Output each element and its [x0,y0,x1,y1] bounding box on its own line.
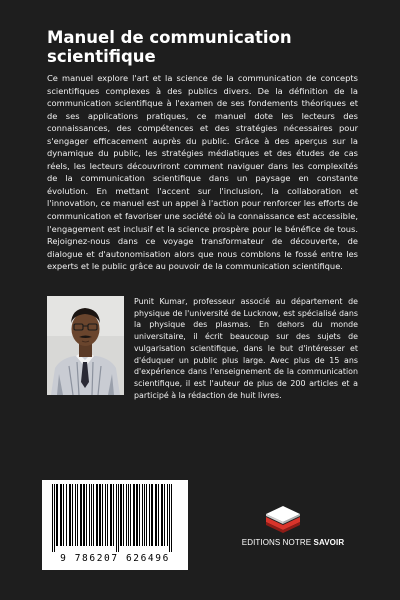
barcode-bar [75,484,76,546]
barcode-bar [91,484,92,546]
publisher-name-regular: EDITIONS NOTRE [241,538,314,547]
barcode-bar [139,484,140,546]
barcode-bar [80,484,82,546]
isbn-barcode [42,480,188,570]
author-portrait-icon [47,296,124,395]
publisher-name-bold: SAVOIR [313,538,345,547]
barcode-bar [120,484,122,546]
barcode-bar [56,484,58,546]
barcode-bar [167,484,168,546]
barcode-bar [161,484,163,546]
barcode-bar [142,484,143,546]
barcode-bar [118,484,119,552]
barcode-bar [86,484,87,546]
book-title-line-1: Manuel de communication [47,28,292,47]
barcode-bar [164,484,165,546]
barcode-bar [116,484,117,552]
barcode-bar [105,484,106,546]
barcode-bar [155,484,157,546]
barcode-bar [149,484,150,546]
author-bio: Punit Kumar, professeur associé au département de physique de l'université de Lucknow, est spécialisé dans la physique des plasmas. En dehors du monde universitaire, il écrit beaucoup sur des sujets de vulgarisation scientifique, dans le but d'intéresser et d'éduquer un public plus large. Avec plus de 15 ans d'expérience dans l'enseignement de la communication scientifique, il est l'auteur de plus de 200 articles et a participé à la rédaction de huit livres. [134,297,358,400]
barcode-bar [72,484,73,546]
barcode-digits: 9 786207 626496 [60,553,170,564]
barcode-bar [66,484,67,546]
barcode-bar [107,484,108,546]
barcode-bar [133,484,135,546]
barcode-bar [54,484,55,552]
author-photo [47,296,124,395]
barcode-bar [128,484,129,546]
barcode-bar [136,484,138,546]
barcode-bar [171,484,172,552]
barcode-bar [126,484,127,546]
barcode-bar [96,484,98,546]
barcode-bar [89,484,90,546]
book-stack-logo-icon [258,500,308,534]
barcode-bar [123,484,124,546]
barcode-bar [130,484,131,546]
barcode-bar [146,484,147,546]
barcode-bar [110,484,112,546]
barcode-bar [102,484,103,546]
barcode-bar [158,484,159,546]
barcode-bar [144,484,145,546]
barcode-bar [113,484,114,546]
barcode-bar [60,484,62,546]
book-title-line-2: scientifique [47,47,156,66]
barcode-icon [46,484,184,554]
barcode-bar [52,484,53,552]
barcode-bar [151,484,153,546]
barcode-bar [99,484,101,546]
publisher-name [238,538,348,547]
barcode-bar [93,484,94,546]
book-title [47,28,367,66]
barcode-bar [77,484,78,546]
book-description: Ce manuel explore l'art et la science de la communication de concepts scientifiques complexes à des publics divers. De la définition de la communication scientifique à l'examen de ses fondements théoriques et de ses applications pratiques, ce manuel dote les lecteurs des connaissances, des compétences et des stratégies nécessaires pour s'engager efficacement auprès du public. Grâce à des aperçus sur la dynamique du public, les stratégies médiatiques et des études de cas réels, les lecteurs découvriront comment naviguer dans les complexités de la communication scientifique dans un paysage en constante évolution. En mettant l'accent sur l'inclusion, la collaboration et l'innovation, ce manuel est un appel à l'action pour renforcer les efforts de communication et favoriser une société où la connaissance est accessible, l'engagement est inclusif et la science prospère pour le bénéfice de tous. Rejoignez-nous dans ce voyage transformateur de découverte, de dialogue et d'autonomisation alors que nous comblons le fossé entre les experts et le public grâce au pouvoir de la communication scientifique. [47,73,358,272]
barcode-bar [83,484,85,546]
barcode-bar [63,484,64,546]
barcode-bar [169,484,170,552]
barcode-bar [69,484,71,546]
